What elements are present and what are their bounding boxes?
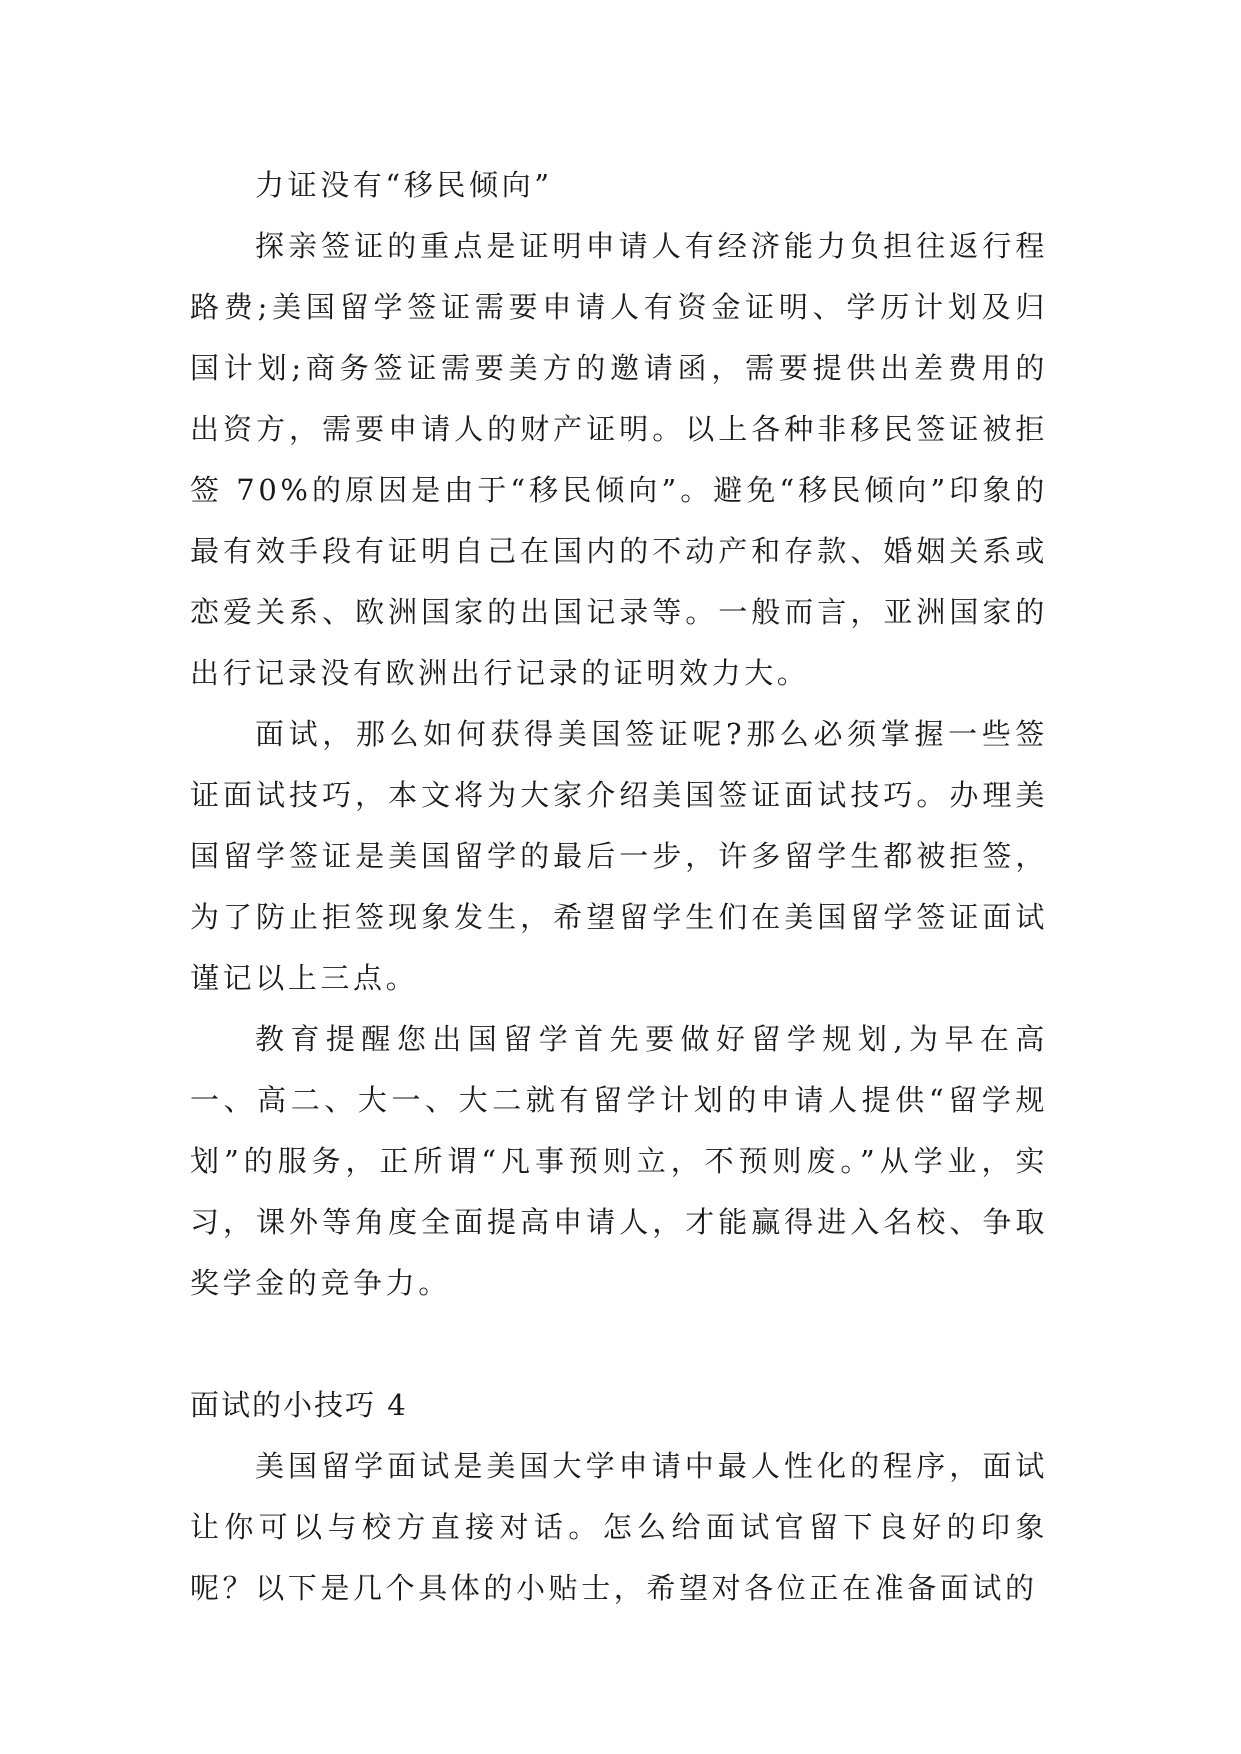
paragraph-3: 面试，那么如何获得美国签证呢?那么必须掌握一些签证面试技巧，本文将为大家介绍美国签证面试技巧。办理美国留学签证是美国留学的最后一步，许多留学生都被拒签，为了防止拒签现象发生，希望留学生们在美国留学签证面试谨记以上三点。 — [190, 717, 1048, 995]
section-heading: 面试的小技巧 4 — [190, 1388, 408, 1422]
paragraph-5: 美国留学面试是美国大学申请中最人性化的程序，面试让你可以与校方直接对话。怎么给面试官留下良好的印象呢？以下是几个具体的小贴士，希望对各位正在准备面试的 — [190, 1449, 1048, 1605]
paragraph-2: 探亲签证的重点是证明申请人有经济能力负担往返行程路费;美国留学签证需要申请人有资金证明、学历计划及归国计划;商务签证需要美方的邀请函，需要提供出差费用的出资方，需要申请人的财产证明。以上各种非移民签证被拒签 70%的原因是由于“移民倾向”。避免“移民倾向”印象的最有效手段有证明自己在国内的不动产和存款、婚姻关系或恋爱关系、欧洲国家的出国记录等。一般而言，亚洲国家的出行记录没有欧洲出行记录的证明效力大。 — [190, 229, 1048, 690]
paragraph-4: 教育提醒您出国留学首先要做好留学规划,为早在高一、高二、大一、大二就有留学计划的申请人提供“留学规划”的服务，正所谓“凡事预则立，不预则废。”从学业，实习，课外等角度全面提高申请人，才能赢得进入名校、争取奖学金的竞争力。 — [190, 1022, 1048, 1300]
section-spacer — [190, 1314, 1048, 1375]
paragraph-1: 力证没有“移民倾向” — [255, 168, 553, 202]
document-body — [190, 155, 1048, 1619]
